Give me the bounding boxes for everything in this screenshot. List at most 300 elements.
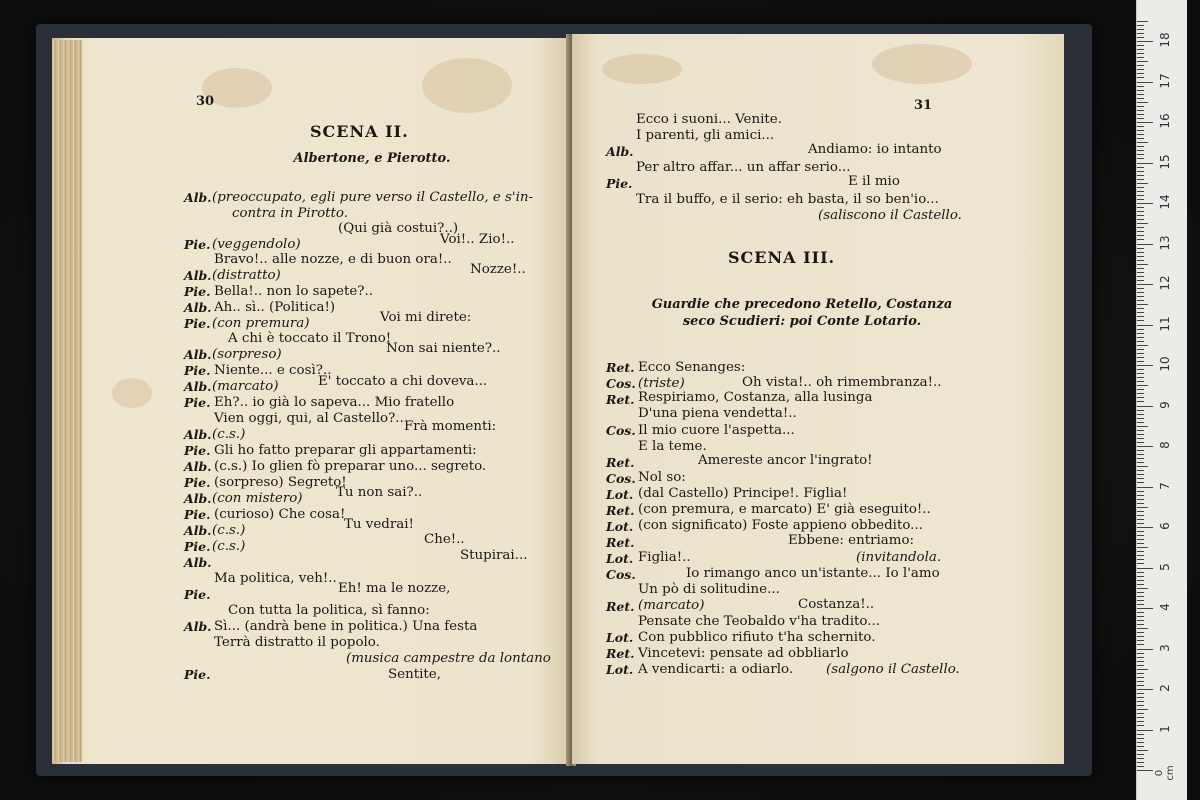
speaker-label: Pie.	[184, 284, 211, 299]
verse-line: Ecco i suoni... Venite.	[636, 112, 782, 127]
ruler-tick	[1137, 231, 1144, 232]
ruler-tick	[1137, 766, 1144, 767]
verse-line: Pensate che Teobaldo v'ha tradito...	[638, 614, 880, 629]
ruler-tick	[1137, 636, 1144, 637]
ruler-tick	[1137, 333, 1144, 334]
ruler-tick	[1137, 503, 1144, 504]
stage-direction: (c.s.)	[212, 427, 246, 442]
verse-line: Il mio cuore l'aspetta...	[638, 423, 795, 438]
ruler-tick	[1137, 82, 1153, 83]
speaker-label: Alb.	[184, 619, 212, 634]
ruler-tick	[1137, 171, 1144, 172]
ruler-tick	[1137, 114, 1144, 115]
ruler-tick	[1137, 203, 1153, 204]
ruler-tick	[1137, 608, 1153, 609]
verse-line: D'una piena vendetta!..	[638, 406, 797, 421]
stage-direction: (marcato)	[212, 379, 279, 394]
speaker-label: Pie.	[184, 395, 211, 410]
ruler-tick	[1137, 369, 1144, 370]
speaker-label: Cos.	[606, 567, 636, 582]
ruler-tick	[1137, 316, 1144, 317]
ruler-tick	[1137, 292, 1144, 293]
ruler-tick	[1137, 482, 1144, 483]
ruler-tick	[1137, 385, 1148, 386]
speaker-label: Cos.	[606, 471, 636, 486]
foxing-stain	[422, 58, 512, 113]
ruler-tick	[1137, 559, 1144, 560]
ruler-tick	[1137, 345, 1148, 346]
ruler-tick	[1137, 434, 1144, 435]
ruler-tick	[1137, 572, 1144, 573]
ruler-tick	[1137, 65, 1144, 66]
ruler-tick	[1137, 563, 1144, 564]
ruler-tick	[1137, 102, 1148, 103]
ruler-number: 8	[1158, 441, 1172, 449]
ruler-tick	[1137, 531, 1144, 532]
ruler-tick	[1137, 349, 1144, 350]
speaker-label: Ret.	[606, 392, 635, 407]
ruler-tick	[1137, 122, 1153, 123]
ruler-tick	[1137, 640, 1144, 641]
verse-line: Tu vedrai!	[344, 517, 414, 532]
speaker-label: Ret.	[606, 599, 635, 614]
speaker-label: Lot.	[606, 551, 634, 566]
ruler-tick	[1137, 61, 1148, 62]
verse-line: Nol so:	[638, 470, 686, 485]
ruler-tick	[1137, 179, 1144, 180]
ruler-tick	[1137, 130, 1144, 131]
ruler-tick	[1137, 248, 1144, 249]
ruler-tick	[1137, 474, 1144, 475]
ruler-tick	[1137, 717, 1144, 718]
verse-line: Stupirai...	[460, 548, 528, 563]
ruler-tick	[1137, 551, 1144, 552]
ruler-tick	[1137, 511, 1144, 512]
ruler-tick	[1137, 304, 1148, 305]
verse-line: A chi è toccato il Trono!	[228, 331, 392, 346]
speaker-label: Pie.	[184, 507, 211, 522]
ruler-tick	[1137, 754, 1144, 755]
ruler-tick	[1137, 106, 1144, 107]
speaker-label: Cos.	[606, 376, 636, 391]
speaker-label: Alb.	[184, 555, 212, 570]
ruler-tick	[1137, 195, 1144, 196]
ruler-number: 14	[1158, 194, 1172, 210]
stage-direction: (musica campestre da lontano	[346, 651, 551, 666]
ruler-tick	[1137, 25, 1144, 26]
stage-direction: (veggendolo)	[212, 237, 301, 252]
ruler-tick	[1137, 555, 1144, 556]
scene-title: SCENA III.	[728, 248, 836, 267]
scene-characters: Guardie che precedono Retello, Costanza	[651, 297, 953, 312]
ruler-tick	[1137, 118, 1144, 119]
verse-line: Voi mi direte:	[380, 310, 472, 325]
ruler-tick	[1137, 154, 1144, 155]
verse-line: (c.s.) Io glien fò preparar uno... segreto.	[214, 459, 487, 474]
stage-direction: (con mistero)	[212, 491, 303, 506]
stage-direction: (triste)	[638, 376, 685, 391]
stage-direction: contra in Pirotto.	[232, 206, 348, 221]
ruler-tick	[1137, 535, 1144, 536]
ruler-tick	[1137, 584, 1144, 585]
ruler-tick	[1137, 337, 1144, 338]
right-page	[572, 34, 1064, 764]
ruler-tick	[1137, 422, 1144, 423]
verse-line: (dal Castello) Principe!. Figlia!	[638, 486, 848, 501]
ruler-tick	[1137, 252, 1144, 253]
ruler-tick	[1137, 393, 1144, 394]
scene-title: SCENA II.	[310, 122, 409, 141]
speaker-label: Pie.	[184, 237, 211, 252]
ruler-tick	[1137, 389, 1144, 390]
ruler-tick	[1137, 454, 1144, 455]
foxing-stain	[602, 54, 682, 84]
ruler-tick	[1137, 713, 1144, 714]
verse-line: Che!..	[424, 532, 465, 547]
ruler-tick	[1137, 45, 1144, 46]
verse-line: (con premura, e marcato) E' già eseguito!..	[638, 502, 931, 517]
speaker-label: Pie.	[184, 667, 211, 682]
ruler-tick	[1137, 264, 1148, 265]
speaker-label: Pie.	[184, 587, 211, 602]
scene-characters: Albertone, e Pierotto.	[293, 151, 451, 166]
ruler-tick	[1137, 470, 1144, 471]
ruler-tick	[1137, 592, 1144, 593]
ruler-number: 1	[1158, 724, 1172, 733]
page-number: 31	[914, 98, 933, 113]
ruler-tick	[1137, 191, 1144, 192]
ruler-tick	[1137, 256, 1144, 257]
verse-line: Ebbene: entriamo:	[788, 533, 915, 548]
speaker-label: Lot.	[606, 519, 634, 534]
ruler-tick	[1137, 406, 1153, 407]
speaker-label: Lot.	[606, 630, 634, 645]
verse-line: Gli ho fatto preparar gli appartamenti:	[214, 443, 477, 458]
ruler-tick	[1137, 77, 1144, 78]
ruler-tick	[1137, 158, 1144, 159]
verse-line: Respiriamo, Costanza, alla lusinga	[638, 390, 873, 405]
speaker-label: Alb.	[184, 523, 212, 538]
ruler-tick	[1137, 450, 1144, 451]
ruler-tick	[1137, 29, 1144, 30]
verse-line: (Qui già costui?..)	[338, 221, 459, 236]
speaker-label: Pie.	[184, 316, 211, 331]
ruler-tick	[1137, 175, 1144, 176]
verse-line: Oh vista!.. oh rimembranza!..	[742, 375, 942, 390]
verse-line: Frà momenti:	[404, 419, 497, 434]
ruler-tick	[1137, 649, 1153, 650]
verse-line: Tu non sai?..	[336, 485, 423, 500]
ruler-tick	[1137, 272, 1144, 273]
ruler-number: 2	[1158, 684, 1172, 692]
verse-line: Un pò di solitudine...	[638, 582, 780, 597]
verse-line: Non sai niente?..	[386, 341, 501, 356]
verse-line: Con tutta la politica, sì fanno:	[228, 603, 430, 618]
ruler-tick	[1137, 357, 1144, 358]
ruler-tick	[1137, 523, 1144, 524]
ruler-tick	[1137, 90, 1144, 91]
ruler-tick	[1137, 507, 1148, 508]
verse-line: E la teme.	[638, 439, 707, 454]
ruler-tick	[1137, 33, 1144, 34]
ruler-tick	[1137, 466, 1148, 467]
ruler-number: 17	[1158, 72, 1172, 89]
stage-direction: (invitandola.	[856, 550, 942, 565]
ruler-tick	[1137, 620, 1144, 621]
ruler-tick	[1137, 284, 1153, 285]
ruler-tick	[1137, 746, 1144, 747]
ruler-tick	[1137, 353, 1144, 354]
ruler-tick	[1137, 495, 1144, 496]
ruler-number: 16	[1158, 113, 1172, 129]
ruler-number: 15	[1158, 153, 1172, 170]
verse-line: Sentite,	[388, 667, 441, 682]
ruler-number: 3	[1158, 643, 1172, 652]
speaker-label: Alb.	[184, 347, 212, 362]
foxing-stain	[872, 44, 972, 84]
ruler-tick	[1137, 693, 1144, 694]
ruler-unit-label: 0 cm	[1154, 765, 1176, 781]
verse-line: Voi!.. Zio!..	[440, 232, 515, 247]
stage-direction: (distratto)	[212, 268, 281, 283]
ruler-tick	[1137, 312, 1144, 313]
ruler-tick	[1137, 142, 1148, 143]
ruler-tick	[1137, 644, 1144, 645]
verse-line: Con pubblico rifiuto t'ha schernito.	[638, 630, 876, 645]
ruler-tick	[1137, 308, 1144, 309]
ruler-tick	[1137, 499, 1144, 500]
ruler-number: 6	[1158, 522, 1172, 530]
ruler-tick	[1137, 568, 1153, 569]
ruler-tick	[1137, 721, 1144, 722]
speaker-label: Alb.	[184, 300, 212, 315]
speaker-label: Pie.	[184, 475, 211, 490]
ruler-tick	[1137, 709, 1148, 710]
ruler-tick	[1137, 320, 1144, 321]
ruler-tick	[1137, 770, 1153, 771]
ruler-tick	[1137, 665, 1144, 666]
measuring-ruler	[1136, 0, 1187, 800]
verse-line: A vendicarti: a odiarlo.	[638, 662, 794, 677]
speaker-label: Cos.	[606, 423, 636, 438]
ruler-tick	[1137, 94, 1144, 95]
verse-line: Eh! ma le nozze,	[338, 581, 451, 596]
stage-direction: (c.s.)	[212, 539, 246, 554]
ruler-tick	[1137, 373, 1144, 374]
verse-line: Vincetevi: pensate ad obbliarlo	[638, 646, 849, 661]
stage-direction: (saliscono il Castello.	[818, 208, 962, 223]
verse-line: Amereste ancor l'ingrato!	[698, 453, 873, 468]
stage-direction: (c.s.)	[212, 523, 246, 538]
speaker-label: Ret.	[606, 535, 635, 550]
verse-line: Figlia!..	[638, 550, 691, 565]
ruler-tick	[1137, 260, 1144, 261]
ruler-tick	[1137, 41, 1153, 42]
ruler-tick	[1137, 377, 1144, 378]
stage-direction: (preoccupato, egli pure verso il Castello, e s'in-	[212, 190, 534, 205]
ruler-tick	[1137, 219, 1144, 220]
verse-line: Andiamo: io intanto	[808, 142, 942, 157]
ruler-tick	[1137, 580, 1144, 581]
ruler-tick	[1137, 410, 1144, 411]
ruler-tick	[1137, 430, 1144, 431]
ruler-number: 9	[1158, 400, 1172, 409]
speaker-label: Alb.	[184, 268, 212, 283]
ruler-tick	[1137, 426, 1148, 427]
speaker-label: Ret.	[606, 503, 635, 518]
verse-line: I parenti, gli amici...	[636, 128, 775, 143]
ruler-tick	[1137, 280, 1144, 281]
verse-line: (curioso) Che cosa!	[214, 507, 346, 522]
ruler-tick	[1137, 689, 1153, 690]
verse-line: Tra il buffo, e il serio: eh basta, il so ben'io...	[636, 192, 939, 207]
ruler-tick	[1137, 462, 1144, 463]
ruler-tick	[1137, 491, 1144, 492]
ruler-tick	[1137, 227, 1144, 228]
ruler-tick	[1137, 325, 1153, 326]
ruler-tick	[1137, 762, 1144, 763]
verse-line: Ma politica, veh!..	[214, 571, 337, 586]
ruler-number: 7	[1158, 481, 1172, 490]
ruler-tick	[1137, 167, 1144, 168]
ruler-tick	[1137, 657, 1144, 658]
ruler-number: 4	[1158, 603, 1172, 611]
ruler-tick	[1137, 701, 1144, 702]
verse-line: (con significato) Foste appieno obbedito...	[638, 518, 923, 533]
ruler-tick	[1137, 361, 1144, 362]
speaker-label: Pie.	[184, 539, 211, 554]
ruler-tick	[1137, 126, 1144, 127]
ruler-tick	[1137, 673, 1144, 674]
ruler-tick	[1137, 478, 1144, 479]
ruler-tick	[1137, 21, 1148, 22]
stage-direction: (marcato)	[638, 598, 705, 613]
ruler-tick	[1137, 57, 1144, 58]
ruler-tick	[1137, 211, 1144, 212]
scene-characters: seco Scudieri: poi Conte Lotario.	[682, 314, 922, 329]
ruler-tick	[1137, 146, 1144, 147]
page-number: 30	[196, 94, 215, 109]
foxing-stain	[112, 378, 152, 408]
verse-line: Ah.. sì.. (Politica!)	[214, 300, 336, 315]
ruler-tick	[1137, 397, 1144, 398]
page-block-edges	[52, 40, 82, 762]
ruler-tick	[1137, 150, 1144, 151]
ruler-tick	[1137, 487, 1153, 488]
ruler-tick	[1137, 705, 1144, 706]
speaker-label: Ret.	[606, 455, 635, 470]
ruler-tick	[1137, 381, 1144, 382]
speaker-label: Alb.	[184, 491, 212, 506]
speaker-label: Lot.	[606, 662, 634, 677]
ruler-tick	[1137, 669, 1148, 670]
ruler-tick	[1137, 616, 1144, 617]
ruler-number: 13	[1158, 234, 1172, 251]
verse-line: Niente... e così?..	[214, 363, 332, 378]
verse-line: Sì... (andrà bene in politica.) Una festa	[214, 619, 478, 634]
ruler-tick	[1137, 442, 1144, 443]
speaker-label: Alb.	[184, 427, 212, 442]
speaker-label: Pie.	[184, 363, 211, 378]
ruler-tick	[1137, 612, 1144, 613]
ruler-tick	[1137, 661, 1144, 662]
ruler-tick	[1137, 239, 1144, 240]
ruler-tick	[1137, 86, 1144, 87]
ruler-tick	[1137, 446, 1153, 447]
ruler-tick	[1137, 547, 1148, 548]
ruler-tick	[1137, 138, 1144, 139]
verse-line: Costanza!..	[798, 597, 875, 612]
ruler-number: 18	[1158, 32, 1172, 48]
ruler-tick	[1137, 365, 1153, 366]
ruler-number: 10	[1158, 356, 1172, 372]
verse-line: (sorpreso) Segreto!	[214, 475, 347, 490]
ruler-tick	[1137, 49, 1144, 50]
verse-line: Io rimango anco un'istante... Io l'amo	[686, 566, 940, 581]
ruler-tick	[1137, 588, 1148, 589]
verse-line: Terrà distratto il popolo.	[214, 635, 380, 650]
stage-direction: (sorpreso)	[212, 347, 282, 362]
ruler-tick	[1137, 215, 1144, 216]
ruler-tick	[1137, 438, 1144, 439]
ruler-tick	[1137, 632, 1144, 633]
ruler-tick	[1137, 163, 1153, 164]
ruler-tick	[1137, 73, 1144, 74]
ruler-tick	[1137, 519, 1144, 520]
ruler-tick	[1137, 329, 1144, 330]
speaker-label: Alb.	[606, 144, 634, 159]
speaker-label: Alb.	[184, 379, 212, 394]
ruler-tick	[1137, 207, 1144, 208]
ruler-tick	[1137, 758, 1144, 759]
ruler-tick	[1137, 458, 1144, 459]
ruler-tick	[1137, 653, 1144, 654]
ruler-tick	[1137, 276, 1144, 277]
ruler-tick	[1137, 187, 1144, 188]
ruler-tick	[1137, 183, 1148, 184]
speaker-label: Alb.	[184, 190, 212, 205]
verse-line: Bella!.. non lo sapete?..	[214, 284, 373, 299]
ruler-tick	[1137, 199, 1144, 200]
ruler-tick	[1137, 734, 1144, 735]
ruler-tick	[1137, 600, 1144, 601]
speaker-label: Ret.	[606, 646, 635, 661]
left-page	[52, 38, 570, 764]
stage-direction: (salgono il Castello.	[826, 662, 960, 677]
verse-line: Per altro affar... un affar serio...	[636, 160, 851, 175]
ruler-tick	[1137, 401, 1144, 402]
ruler-tick	[1137, 725, 1144, 726]
ruler-tick	[1137, 677, 1144, 678]
ruler-tick	[1137, 697, 1144, 698]
ruler-tick	[1137, 296, 1144, 297]
ruler-tick	[1137, 596, 1144, 597]
ruler-tick	[1137, 750, 1148, 751]
stage-direction: (con premura)	[212, 316, 310, 331]
verse-line: Ecco Senanges:	[638, 360, 746, 375]
ruler-number: 5	[1158, 562, 1172, 571]
ruler-tick	[1137, 624, 1144, 625]
ruler-tick	[1137, 98, 1144, 99]
ruler-tick	[1137, 418, 1144, 419]
ruler-tick	[1137, 414, 1144, 415]
ruler-tick	[1137, 37, 1144, 38]
ruler-tick	[1137, 738, 1144, 739]
verse-line: Vien oggi, qui, al Castello?..	[214, 411, 404, 426]
ruler-tick	[1137, 515, 1144, 516]
speaker-label: Pie.	[184, 443, 211, 458]
ruler-number: 12	[1158, 275, 1172, 291]
